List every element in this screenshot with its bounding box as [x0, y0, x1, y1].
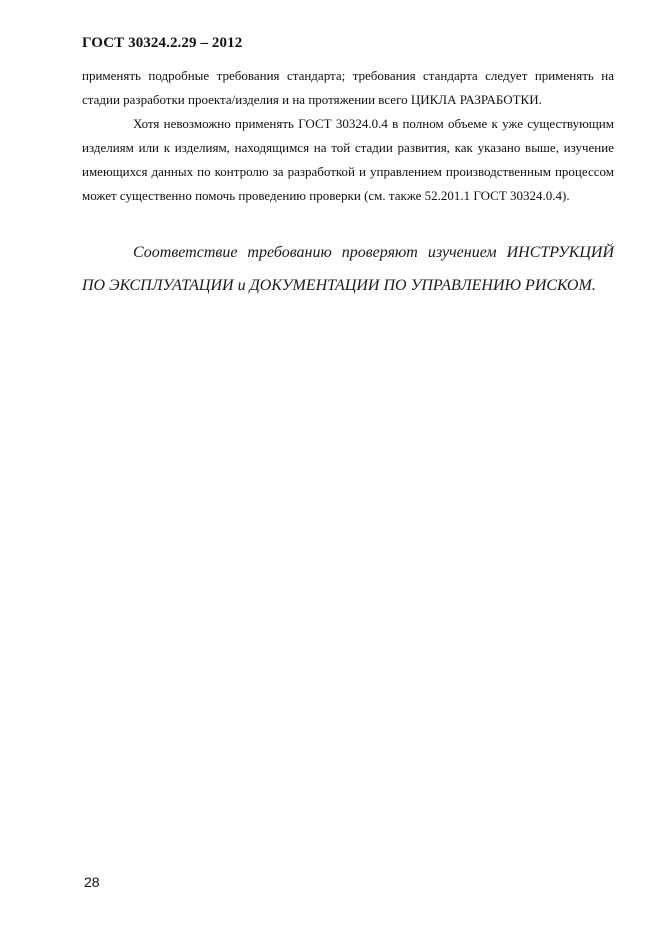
page-number: 28	[84, 874, 100, 890]
body-paragraph-2: Хотя невозможно применять ГОСТ 30324.0.4 в полном объеме к уже существующим изделиям или к изделиям, находящимся на той стадии развития, как указано выше, изучение имеющихся данных по контролю за разработкой и управлением производственным процессом может существенно помочь проведению проверки (см. также 52.201.1 ГОСТ 30324.0.4).	[82, 116, 614, 203]
document-header-title: ГОСТ 30324.2.29 – 2012	[82, 35, 243, 51]
body-paragraph-1: применять подробные требования стандарта; требования стандарта следует применять на стадии разработки проекта/изделия и на протяжении всего ЦИКЛА РАЗРАБОТКИ.	[82, 68, 614, 107]
compliance-check-paragraph: Соответствие требованию проверяют изучением ИНСТРУКЦИЙ ПО ЭКСПЛУАТАЦИИ и ДОКУМЕНТАЦИИ ПО УПРАВЛЕНИЮ РИСКОМ.	[82, 244, 614, 294]
